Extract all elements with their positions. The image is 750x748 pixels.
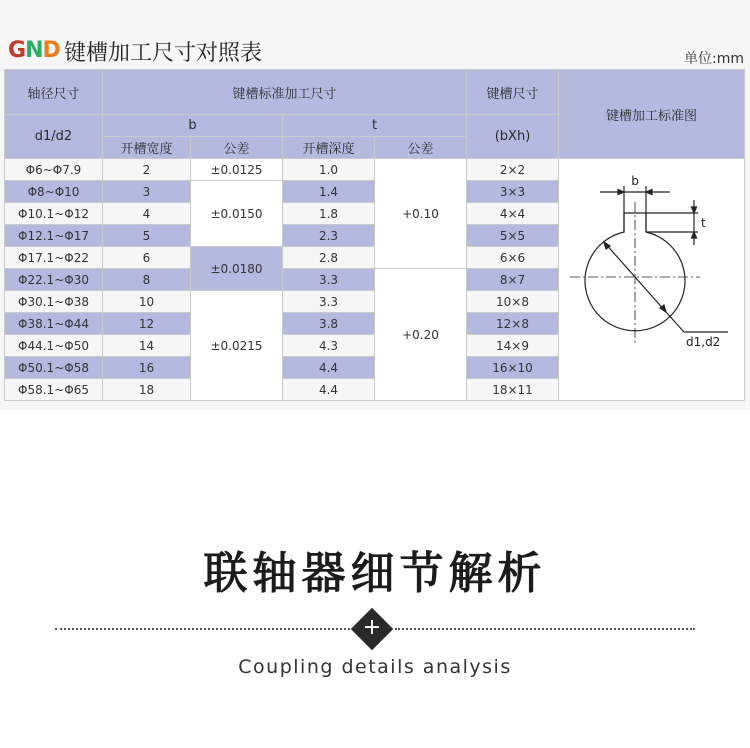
key-size: 8×7 <box>467 269 559 291</box>
key-size: 4×4 <box>467 203 559 225</box>
header-tolerance-t: 公差 <box>375 137 467 159</box>
header-tolerance-b: 公差 <box>191 137 283 159</box>
slot-depth: 4.4 <box>283 357 375 379</box>
key-size: 14×9 <box>467 335 559 357</box>
key-size: 5×5 <box>467 225 559 247</box>
header-diameter: d1/d2 <box>5 115 103 159</box>
dotted-divider-right <box>395 628 695 630</box>
shaft-diameter: Φ38.1~Φ44 <box>5 313 103 335</box>
tolerance-b: ±0.0150 <box>191 181 283 247</box>
header-shaft-size: 轴径尺寸 <box>5 70 103 115</box>
shaft-diameter: Φ8~Φ10 <box>5 181 103 203</box>
page-title: 键槽加工尺寸对照表 <box>64 41 263 66</box>
header-b: b <box>103 115 283 137</box>
shaft-diameter: Φ6~Φ7.9 <box>5 159 103 181</box>
slot-depth: 3.3 <box>283 269 375 291</box>
header-slot-depth: 开槽深度 <box>283 137 375 159</box>
shaft-diameter: Φ58.1~Φ65 <box>5 379 103 401</box>
header-t: t <box>283 115 467 137</box>
brand-logo: GND <box>8 38 60 63</box>
keyway-drawing <box>560 162 744 394</box>
slot-depth: 3.8 <box>283 313 375 335</box>
key-size: 2×2 <box>467 159 559 181</box>
key-size: 18×11 <box>467 379 559 401</box>
slot-width: 3 <box>103 181 191 203</box>
slot-width: 10 <box>103 291 191 313</box>
key-size: 12×8 <box>467 313 559 335</box>
header-figure: 键槽加工标准图 <box>559 70 745 159</box>
shaft-diameter: Φ30.1~Φ38 <box>5 291 103 313</box>
header-slot-width: 开槽宽度 <box>103 137 191 159</box>
tolerance-t: +0.20 <box>375 269 467 401</box>
keyway-diagram <box>559 159 745 401</box>
table-row <box>5 159 745 181</box>
slot-depth: 2.3 <box>283 225 375 247</box>
unit-label: 单位:mm <box>684 51 744 67</box>
tolerance-b: ±0.0125 <box>191 159 283 181</box>
dim-b-label: b <box>630 174 639 188</box>
key-size: 3×3 <box>467 181 559 203</box>
slot-width: 18 <box>103 379 191 401</box>
section-subtitle: Coupling details analysis <box>238 656 512 678</box>
slot-depth: 4.4 <box>283 379 375 401</box>
tolerance-b: ±0.0215 <box>191 291 283 401</box>
slot-depth: 3.3 <box>283 291 375 313</box>
shaft-diameter: Φ44.1~Φ50 <box>5 335 103 357</box>
slot-width: 8 <box>103 269 191 291</box>
slot-width: 4 <box>103 203 191 225</box>
slot-depth: 1.0 <box>283 159 375 181</box>
shaft-diameter: Φ50.1~Φ58 <box>5 357 103 379</box>
slot-depth: 1.4 <box>283 181 375 203</box>
key-size: 6×6 <box>467 247 559 269</box>
keyway-size-table <box>4 69 745 401</box>
slot-width: 2 <box>103 159 191 181</box>
shaft-diameter: Φ12.1~Φ17 <box>5 225 103 247</box>
dotted-divider-left <box>55 628 350 630</box>
header-key-size: 键槽尺寸 <box>467 70 559 115</box>
dim-t-label: t <box>700 216 706 230</box>
tolerance-b: ±0.0180 <box>191 247 283 291</box>
slot-depth: 4.3 <box>283 335 375 357</box>
slot-width: 12 <box>103 313 191 335</box>
shaft-diameter: Φ17.1~Φ22 <box>5 247 103 269</box>
plus-icon: + <box>362 615 382 640</box>
slot-width: 14 <box>103 335 191 357</box>
dim-d-label: d1,d2 <box>685 335 720 349</box>
slot-width: 6 <box>103 247 191 269</box>
tolerance-t: +0.10 <box>375 159 467 269</box>
section-title: 联轴器细节解析 <box>203 548 547 599</box>
header-bxh: (bXh) <box>467 115 559 159</box>
slot-width: 5 <box>103 225 191 247</box>
header-standard-size: 键槽标准加工尺寸 <box>103 70 467 115</box>
key-size: 16×10 <box>467 357 559 379</box>
key-size: 10×8 <box>467 291 559 313</box>
shaft-diameter: Φ10.1~Φ12 <box>5 203 103 225</box>
slot-depth: 2.8 <box>283 247 375 269</box>
slot-width: 16 <box>103 357 191 379</box>
slot-depth: 1.8 <box>283 203 375 225</box>
shaft-diameter: Φ22.1~Φ30 <box>5 269 103 291</box>
